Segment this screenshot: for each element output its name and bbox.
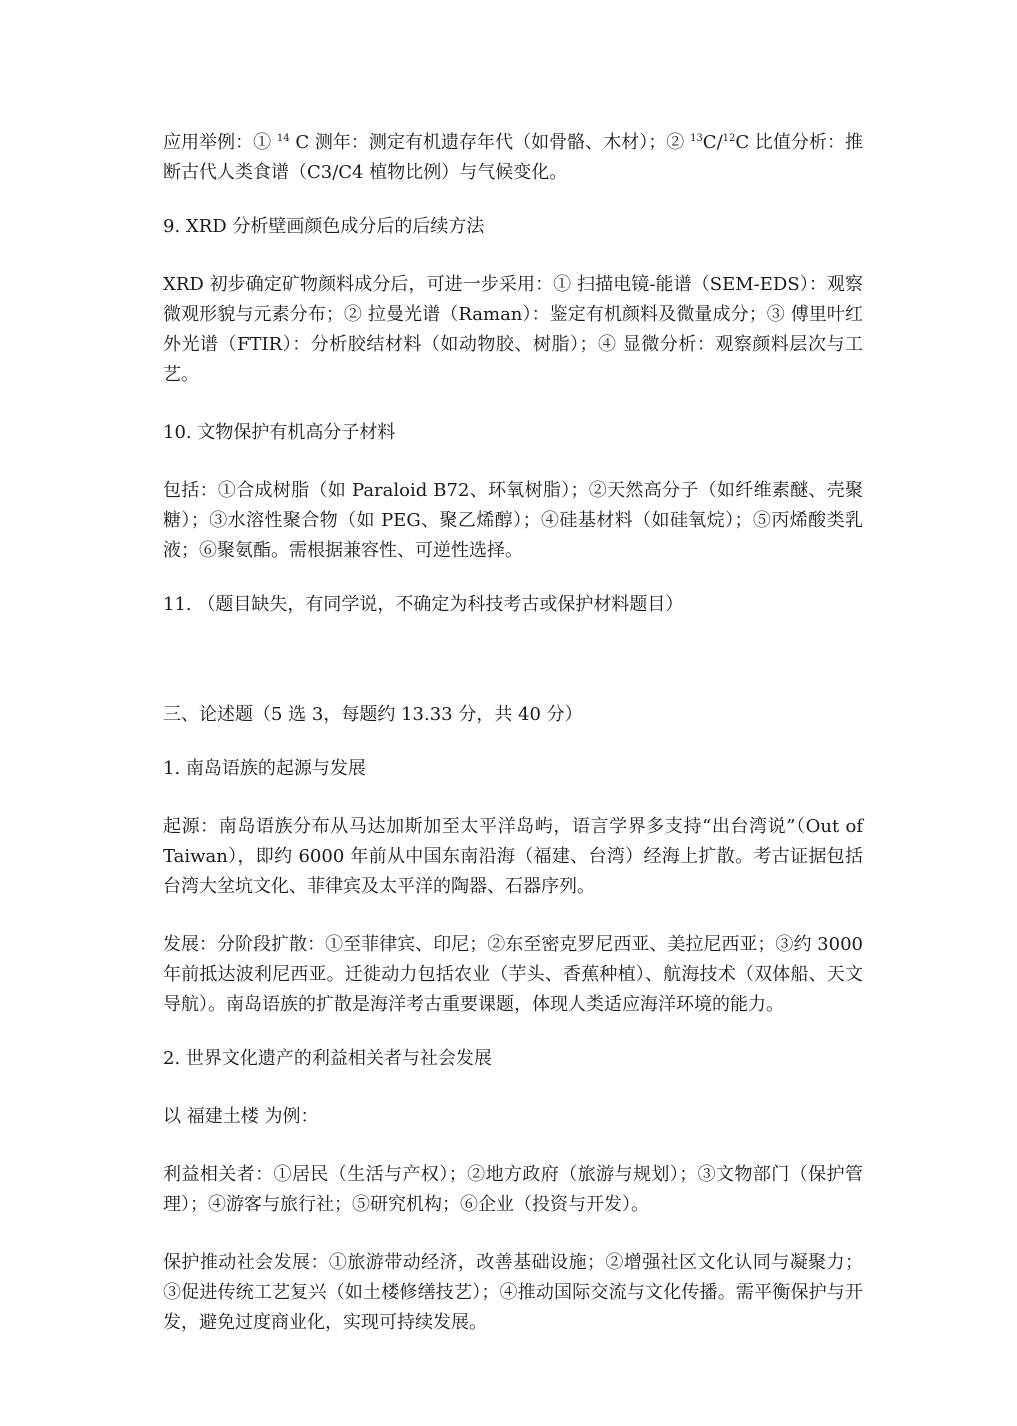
section-3-title: 三、论述题（5 选 3，每题约 13.33 分，共 40 分） <box>163 704 583 725</box>
essay-1-development: 发展：分阶段扩散：①至菲律宾、印尼；②东至密克罗尼西亚、美拉尼西亚；③约 3000 年前抵达波利尼西亚。迁徙动力包括农业（芋头、香蕉种植）、航海技术（双体船、天文导航）。南岛语族的扩散是海洋考古重要课题，体现人类适应海洋环境的能力。 <box>163 934 863 1015</box>
essay-2-example: 以 福建土楼 为例： <box>163 1106 319 1127</box>
c14-dating-text: C 测年：测定有机遗存年代（如骨骼、木材）；② <box>289 132 691 153</box>
ratio-analysis-text: C 比值分析：推断古代人类食谱（C3/C4 植物比例）与气候变化。 <box>163 132 863 183</box>
question-10-title: 10. 文物保护有机高分子材料 <box>163 422 396 443</box>
essay-2-title: 2. 世界文化遗产的利益相关者与社会发展 <box>163 1048 492 1069</box>
superscript-13: 13 <box>690 133 703 144</box>
app-example-label: 应用举例：① <box>163 132 277 153</box>
question-9-title: 9. XRD 分析壁画颜色成分后的后续方法 <box>163 216 485 237</box>
question-11-title: 11. （题目缺失，有同学说，不确定为科技考古或保护材料题目） <box>163 594 684 615</box>
essay-2-protection: 保护推动社会发展：①旅游带动经济，改善基础设施；②增强社区文化认同与凝聚力；③促进传统工艺复兴（如土楼修缮技艺）；④推动国际交流与文化传播。需平衡保护与开发，避免过度商业化，实现可持续发展。 <box>163 1252 863 1333</box>
document-page <box>163 128 863 1338</box>
c13-text: C/ <box>702 132 723 153</box>
superscript-12: 12 <box>722 133 736 144</box>
essay-1-origin: 起源：南岛语族分布从马达加斯加至太平洋岛屿，语言学界多支持“出台湾说”（Out of Taiwan），即约 6000 年前从中国东南沿海（福建、台湾）经海上扩散。考古证据包括台湾大坌坑文化、菲律宾及太平洋的陶器、石器序列。 <box>163 816 863 897</box>
essay-2-stakeholders: 利益相关者：①居民（生活与产权）；②地方政府（旅游与规划）；③文物部门（保护管理）；④游客与旅行社；⑤研究机构；⑥企业（投资与开发）。 <box>163 1164 863 1215</box>
superscript-14: 14 <box>276 133 290 144</box>
question-10-body: 包括：①合成树脂（如 Paraloid B72、环氧树脂）；②天然高分子（如纤维素醚、壳聚糖）；③水溶性聚合物（如 PEG、聚乙烯醇）；④硅基材料（如硅氧烷）；⑤丙烯酸类乳液；⑥聚氨酯。需根据兼容性、可逆性选择。 <box>163 480 863 561</box>
question-9-body: XRD 初步确定矿物颜料成分后，可进一步采用：① 扫描电镜-能谱（SEM-EDS）：观察微观形貌与元素分布；② 拉曼光谱（Raman）：鉴定有机颜料及微量成分；③ 傅里叶红外光谱（FTIR）：分析胶结材料（如动物胶、树脂）；④ 显微分析：观察颜料层次与工艺。 <box>163 274 863 385</box>
application-example-paragraph <box>163 128 863 188</box>
essay-1-title: 1. 南岛语族的起源与发展 <box>163 758 366 779</box>
